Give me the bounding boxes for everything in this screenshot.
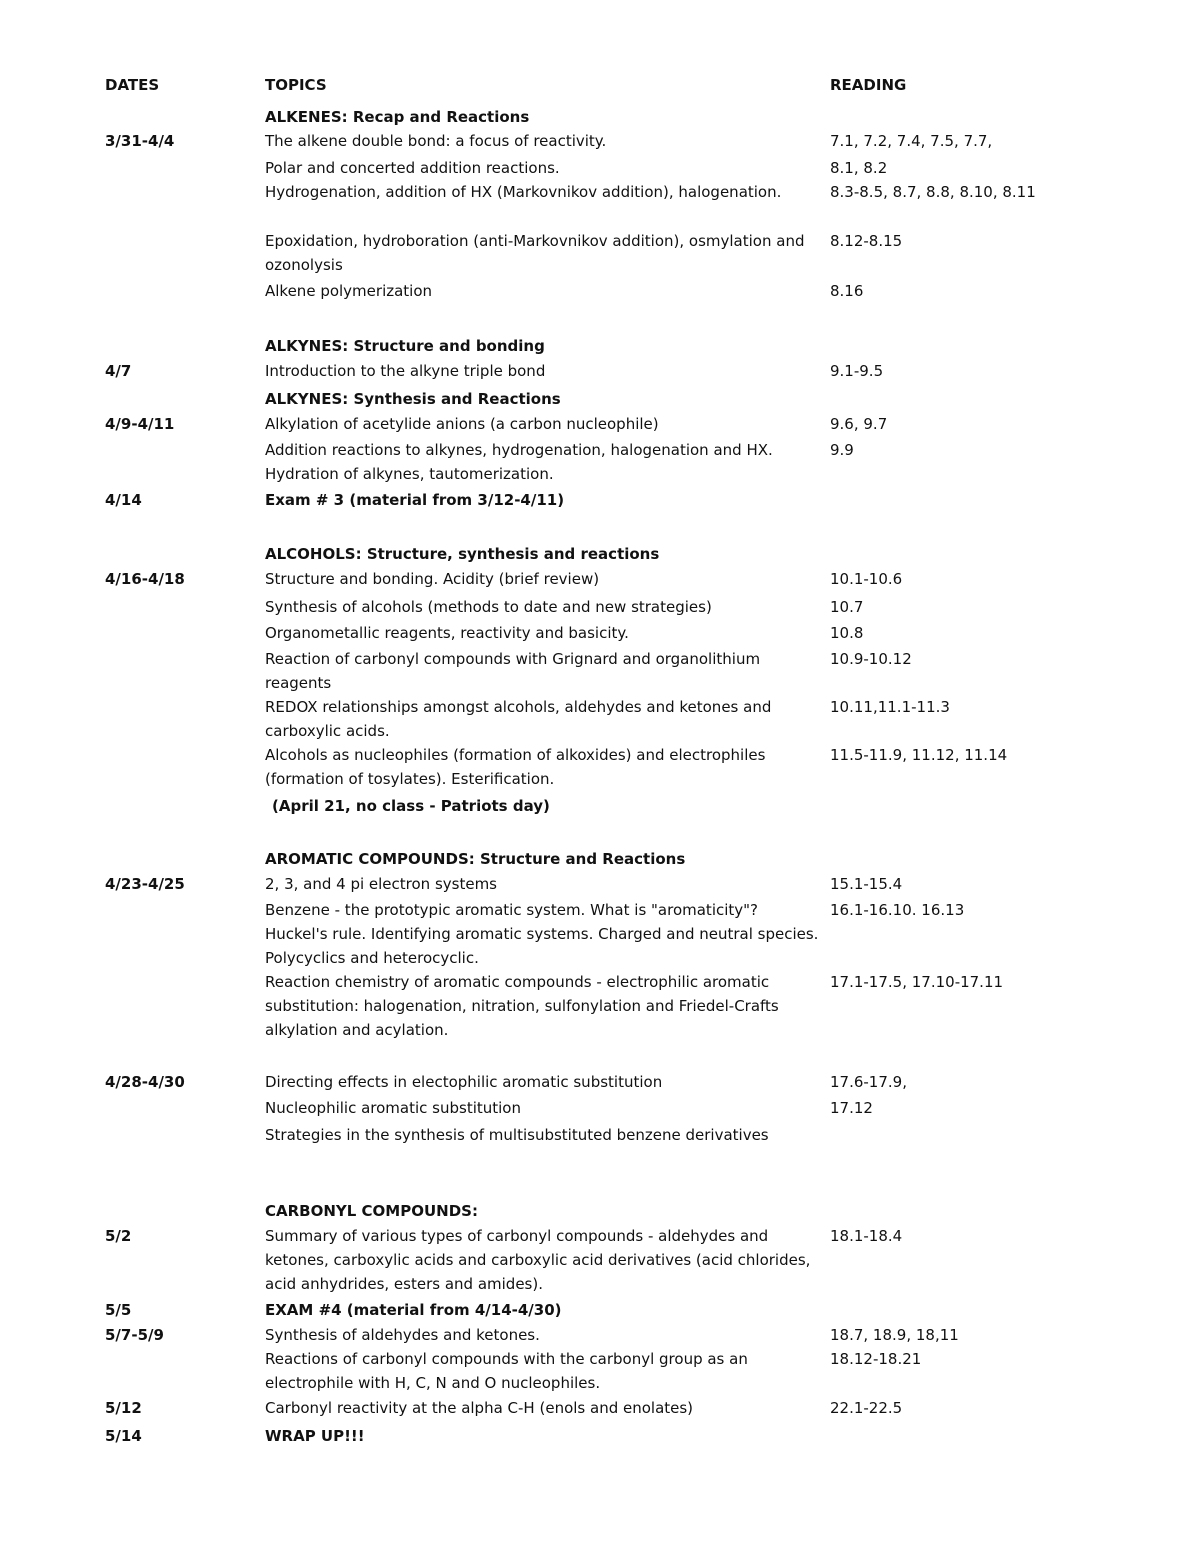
row-topic: Synthesis of alcohols (methods to date and new strategies) (265, 598, 712, 616)
row-topic: Reaction chemistry of aromatic compounds - electrophilic aromatic substitution: halogenation, nitration, sulfonylation and Friedel-Crafts alkylation and acylation. (265, 973, 779, 1039)
row-reading: 8.12-8.15 (830, 232, 903, 250)
row-topic: Organometallic reagents, reactivity and basicity. (265, 624, 629, 642)
row-reading: 7.1, 7.2, 7.4, 7.5, 7.7, (830, 132, 993, 150)
row-topic: Epoxidation, hydroboration (anti-Markovnikov addition), osmylation and ozonolysis (265, 232, 805, 274)
section-heading: ALKYNES: Synthesis and Reactions (265, 390, 561, 408)
row-topic: Summary of various types of carbonyl compounds - aldehydes and ketones, carboxylic acids and carboxylic acid derivatives (acid chlorides, acid anhydrides, esters and amides). (265, 1227, 811, 1293)
row-topic: Synthesis of aldehydes and ketones. (265, 1326, 540, 1344)
row-date: 5/5 (105, 1301, 132, 1319)
row-reading: 11.5-11.9, 11.12, 11.14 (830, 746, 1008, 764)
row-topic: Introduction to the alkyne triple bond (265, 362, 546, 380)
row-date: 4/16-4/18 (105, 570, 185, 588)
row-topic: Alcohols as nucleophiles (formation of alkoxides) and electrophiles (formation of tosylates). Esterification. (265, 746, 766, 788)
row-topic: Alkylation of acetylide anions (a carbon nucleophile) (265, 415, 659, 433)
row-reading: 17.1-17.5, 17.10-17.11 (830, 973, 1004, 991)
row-topic: Carbonyl reactivity at the alpha C-H (enols and enolates) (265, 1399, 694, 1417)
row-topic: Structure and bonding. Acidity (brief review) (265, 570, 600, 588)
row-date: 4/7 (105, 362, 132, 380)
row-topic: Addition reactions to alkynes, hydrogenation, halogenation and HX. Hydration of alkynes, tautomerization. (265, 441, 773, 483)
topics-column-header: TOPICS (265, 76, 327, 94)
section-heading: AROMATIC COMPOUNDS: Structure and Reactions (265, 850, 686, 868)
row-topic: The alkene double bond: a focus of reactivity. (265, 132, 607, 150)
row-date: 4/14 (105, 491, 142, 509)
section-heading: ALKYNES: Structure and bonding (265, 337, 545, 355)
row-topic: Reaction of carbonyl compounds with Grignard and organolithium reagents (265, 650, 761, 692)
row-reading: 10.9-10.12 (830, 650, 912, 668)
row-topic: Alkene polymerization (265, 282, 433, 300)
section-heading: WRAP UP!!! (265, 1427, 365, 1445)
row-reading: 15.1-15.4 (830, 875, 903, 893)
row-topic: Directing effects in electophilic aromatic substitution (265, 1073, 663, 1091)
row-date: 4/9-4/11 (105, 415, 175, 433)
row-reading: 9.6, 9.7 (830, 415, 888, 433)
row-reading: 22.1-22.5 (830, 1399, 903, 1417)
row-topic: 2, 3, and 4 pi electron systems (265, 875, 498, 893)
row-reading: 10.7 (830, 598, 864, 616)
row-reading: 17.12 (830, 1099, 873, 1117)
row-reading: 9.9 (830, 441, 854, 459)
row-date: 3/31-4/4 (105, 132, 175, 150)
dates-column-header: DATES (105, 76, 160, 94)
row-date: 4/23-4/25 (105, 875, 185, 893)
row-date: 4/28-4/30 (105, 1073, 185, 1091)
row-date: 5/7-5/9 (105, 1326, 164, 1344)
section-heading: ALKENES: Recap and Reactions (265, 108, 530, 126)
section-heading: ALCOHOLS: Structure, synthesis and reactions (265, 545, 660, 563)
row-topic: Nucleophilic aromatic substitution (265, 1099, 521, 1117)
row-reading: 10.1-10.6 (830, 570, 903, 588)
row-reading: 18.1-18.4 (830, 1227, 903, 1245)
reading-column-header: READING (830, 76, 907, 94)
row-reading: 10.11,11.1-11.3 (830, 698, 950, 716)
row-reading: 8.1, 8.2 (830, 159, 888, 177)
section-heading: EXAM #4 (material from 4/14-4/30) (265, 1301, 562, 1319)
row-reading: 8.16 (830, 282, 864, 300)
section-heading: CARBONYL COMPOUNDS: (265, 1202, 478, 1220)
section-heading: (April 21, no class - Patriots day) (272, 797, 550, 815)
row-reading: 18.12-18.21 (830, 1350, 922, 1368)
row-topic: Reactions of carbonyl compounds with the carbonyl group as an electrophile with H, C, N and O nucleophiles. (265, 1350, 748, 1392)
row-topic: Strategies in the synthesis of multisubstituted benzene derivatives (265, 1126, 769, 1144)
row-topic: Hydrogenation, addition of HX (Markovnikov addition), halogenation. (265, 183, 782, 201)
row-reading: 16.1-16.10. 16.13 (830, 901, 965, 919)
section-heading: Exam # 3 (material from 3/12-4/11) (265, 491, 565, 509)
row-reading: 10.8 (830, 624, 864, 642)
row-reading: 18.7, 18.9, 18,11 (830, 1326, 959, 1344)
row-topic: REDOX relationships amongst alcohols, aldehydes and ketones and carboxylic acids. (265, 698, 772, 740)
row-topic: Polar and concerted addition reactions. (265, 159, 560, 177)
row-reading: 17.6-17.9, (830, 1073, 907, 1091)
row-date: 5/12 (105, 1399, 142, 1417)
row-topic: Benzene - the prototypic aromatic system. What is "aromaticity"? Huckel's rule. Identifying aromatic systems. Charged and neutral species. Polycyclics and heterocyclic. (265, 901, 819, 967)
row-reading: 9.1-9.5 (830, 362, 884, 380)
row-date: 5/2 (105, 1227, 132, 1245)
row-date: 5/14 (105, 1427, 142, 1445)
row-reading: 8.3-8.5, 8.7, 8.8, 8.10, 8.11 (830, 183, 1036, 201)
